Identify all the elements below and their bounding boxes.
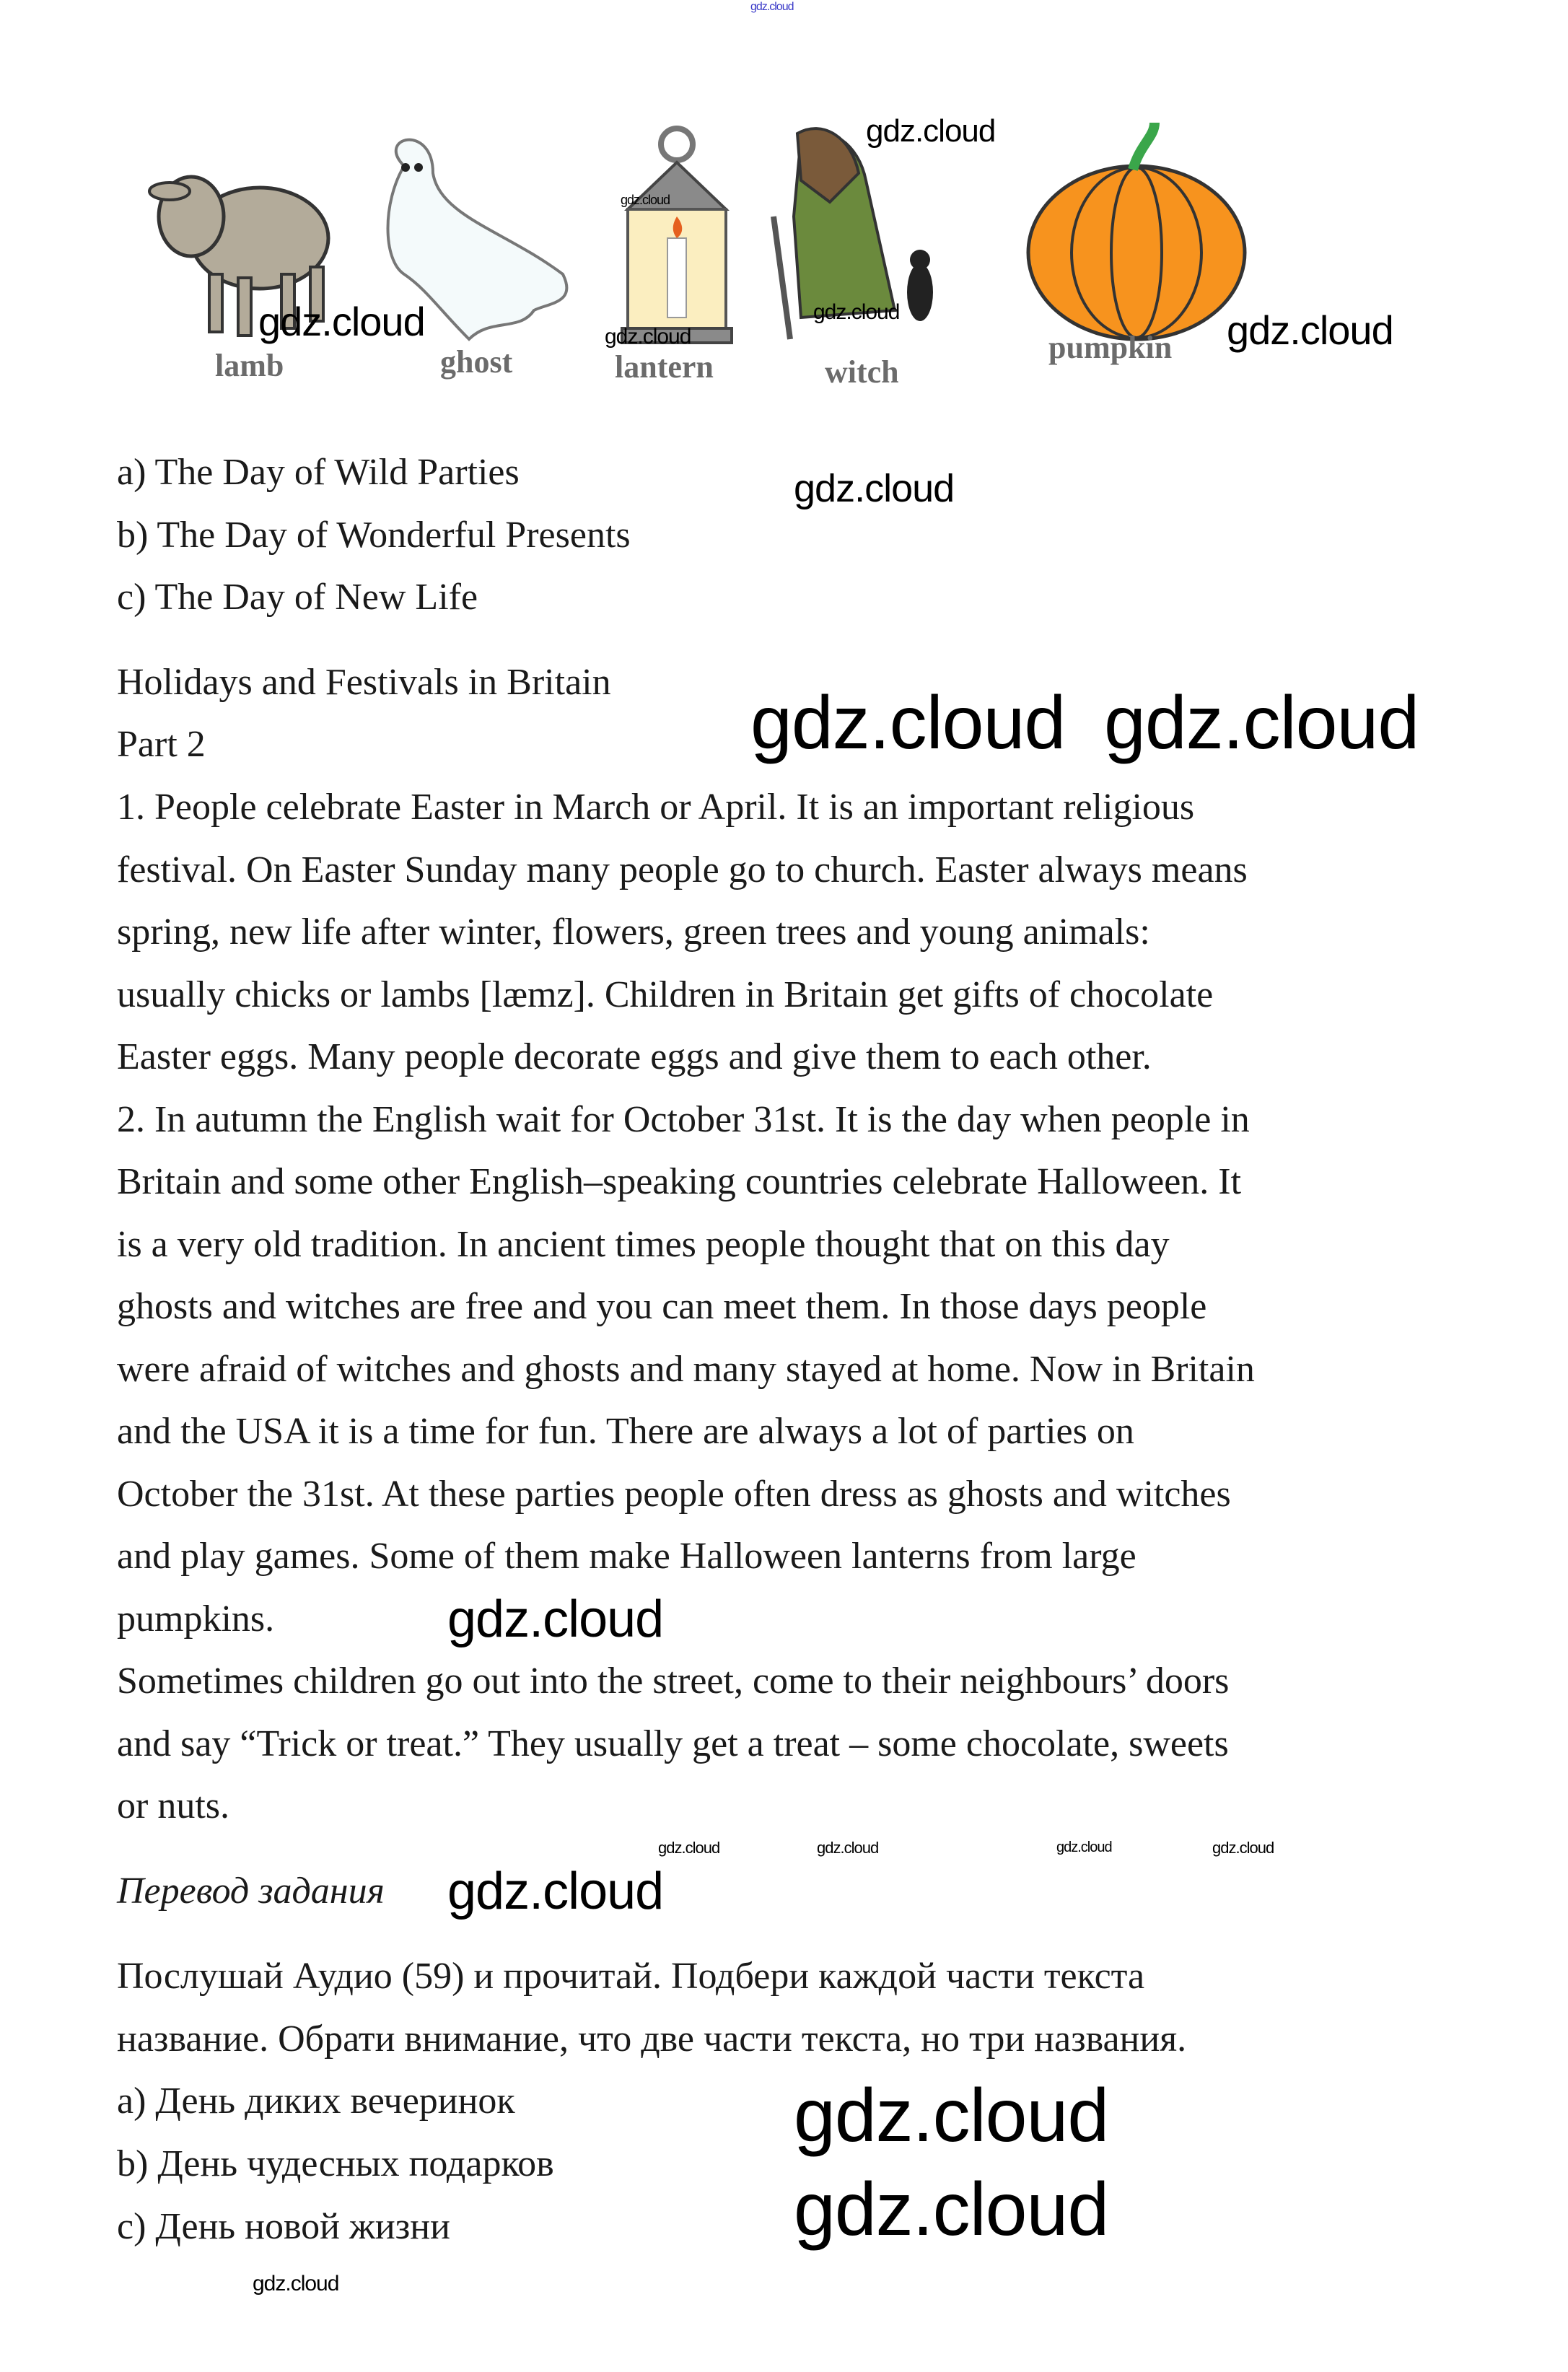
illustration-label-ghost: ghost — [440, 344, 513, 380]
watermark: gdz.cloud — [605, 325, 691, 349]
watermark: gdz.cloud — [794, 467, 955, 510]
part-label: Part 2 — [117, 724, 206, 765]
text-line: or nuts. — [117, 1785, 229, 1826]
watermark: gdz.cloud — [1212, 1839, 1274, 1857]
watermark: gdz.cloud — [794, 2168, 1109, 2251]
translation-line: Послушай Аудио (59) и прочитай. Подбери каждой части текста — [117, 1956, 1145, 1997]
watermark: gdz.cloud — [813, 300, 900, 324]
translation-title: Перевод задания — [117, 1870, 385, 1912]
text-line: were afraid of witches and ghosts and many stayed at home. Now in Britain — [117, 1349, 1255, 1390]
text-line: and play games. Some of them make Halloween lanterns from large — [117, 1536, 1136, 1577]
watermark: gdz.cloud — [750, 1, 794, 13]
lantern-image — [622, 128, 732, 343]
watermark: gdz.cloud — [817, 1839, 879, 1857]
illustration-label-lamb: lamb — [215, 348, 284, 383]
text-line: spring, new life after winter, flowers, green trees and young animals: — [117, 911, 1150, 953]
illustration-label-witch: witch — [825, 354, 899, 390]
text-line: Sometimes children go out into the street, come to their neighbours’ doors — [117, 1660, 1230, 1702]
watermark: gdz.cloud — [658, 1839, 720, 1857]
watermark: gdz.cloud — [258, 299, 425, 344]
text-line: Britain and some other English–speaking countries celebrate Halloween. It — [117, 1161, 1242, 1202]
option-en-b: b) The Day of Wonderful Presents — [117, 515, 631, 556]
text-line: usually chicks or lambs [læmz]. Children in Britain get gifts of chocolate — [117, 974, 1214, 1015]
watermark: gdz.cloud — [253, 2272, 339, 2296]
watermark: gdz.cloud — [447, 1590, 664, 1648]
option-en-c: c) The Day of New Life — [117, 577, 478, 618]
watermark: gdz.cloud — [447, 1863, 664, 1920]
text-line: 1. People celebrate Easter in March or April. It is an important religious — [117, 787, 1195, 828]
watermark: gdz.cloud — [794, 2074, 1109, 2158]
text-line: and say “Trick or treat.” They usually get a treat – some chocolate, sweets — [117, 1723, 1229, 1764]
illustration-label-pumpkin: pumpkin — [1048, 330, 1173, 365]
text-line: and the USA it is a time for fun. There are always a lot of parties on — [117, 1411, 1134, 1452]
text-line: is a very old tradition. In ancient times people thought that on this day — [117, 1224, 1170, 1265]
option-ru-c: c) День новой жизни — [117, 2206, 450, 2247]
option-ru-a: a) День диких вечеринок — [117, 2080, 515, 2122]
watermark: gdz.cloud — [750, 681, 1066, 765]
text-line: festival. On Easter Sunday many people go to church. Easter always means — [117, 849, 1248, 890]
text-line: pumpkins. — [117, 1598, 275, 1640]
section-heading: Holidays and Festivals in Britain — [117, 662, 611, 703]
watermark: gdz.cloud — [621, 193, 670, 207]
watermark: gdz.cloud — [866, 113, 996, 149]
translation-line: название. Обрати внимание, что две части текста, но три названия. — [117, 2018, 1187, 2060]
watermark: gdz.cloud — [1227, 307, 1393, 353]
text-line: Easter eggs. Many people decorate eggs and give them to each other. — [117, 1036, 1152, 1077]
text-line: 2. In autumn the English wait for October 31st. It is the day when people in — [117, 1099, 1250, 1140]
text-line: October the 31st. At these parties people often dress as ghosts and witches — [117, 1474, 1231, 1515]
illustration-label-lantern: lantern — [615, 349, 714, 385]
text-line: ghosts and witches are free and you can meet them. In those days people — [117, 1286, 1207, 1327]
pumpkin-image — [1028, 123, 1245, 339]
watermark: gdz.cloud — [1056, 1839, 1112, 1855]
watermark: gdz.cloud — [1104, 681, 1419, 765]
option-en-a: a) The Day of Wild Parties — [117, 452, 520, 493]
option-ru-b: b) День чудесных подарков — [117, 2143, 554, 2184]
